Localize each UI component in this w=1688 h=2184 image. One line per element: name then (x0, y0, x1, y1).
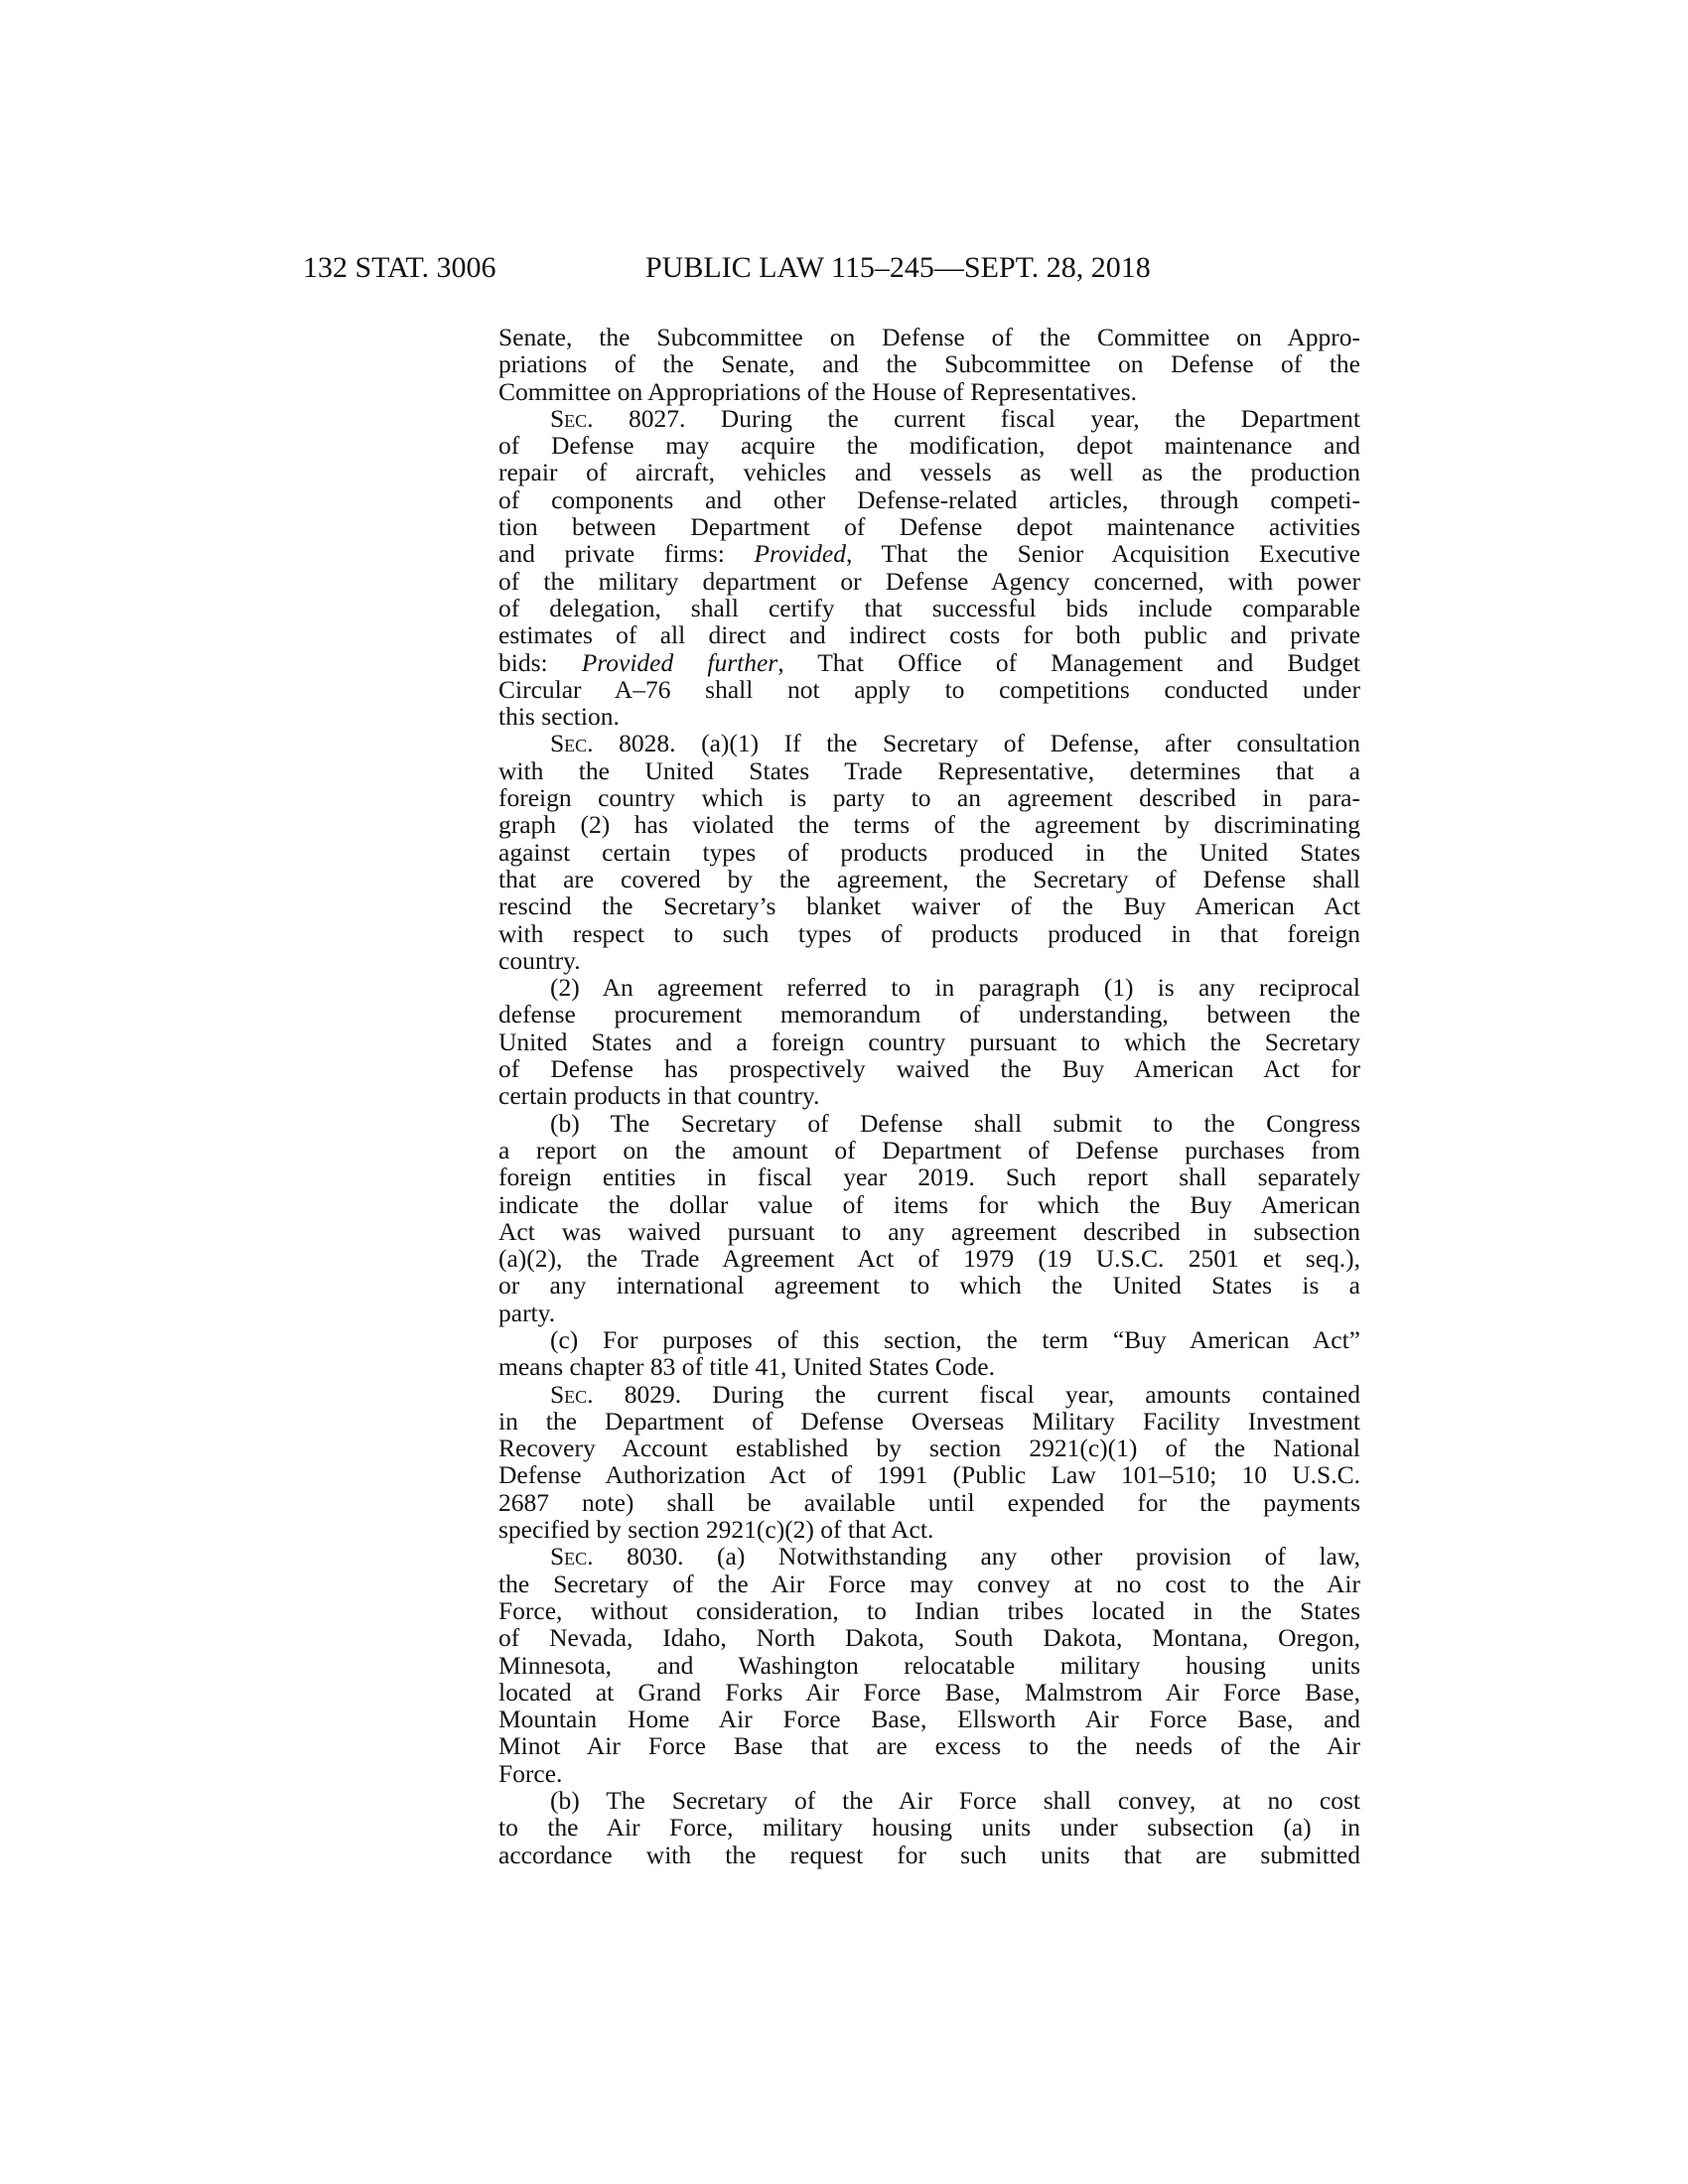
text-segment: to the Air Force, military housing units under subsection (a) in (498, 1813, 1360, 1843)
text-segment: Minnesota, and Washington relocatable military housing units (498, 1650, 1360, 1680)
text-line (498, 405, 1360, 432)
text-line (498, 1516, 1360, 1543)
text-segment: repair of aircraft, vehicles and vessels as well as the production (498, 458, 1360, 487)
text-line (498, 1326, 1360, 1353)
text-segment: of components and other Defense-related articles, through competi- (498, 484, 1360, 514)
text-line (498, 1191, 1360, 1218)
text-segment: of Nevada, Idaho, North Dakota, South Dakota, Montana, Oregon, (498, 1623, 1360, 1653)
text-line (498, 1461, 1360, 1488)
text-line (498, 730, 1360, 756)
text-line (498, 1110, 1360, 1137)
text-segment: or any international agreement to which the United States is a (498, 1271, 1360, 1300)
text-line (498, 784, 1360, 811)
text-segment: 8030. (a) Notwithstanding any other provision of law, (593, 1542, 1360, 1571)
text-segment: 8028. (a)(1) If the Secretary of Defense, after consultation (593, 729, 1360, 758)
text-line (498, 1570, 1360, 1597)
text-segment: , That the Senior Acquisition Executive (845, 539, 1360, 569)
text-segment: 2687 note) shall be available until expended for the payments (498, 1487, 1360, 1517)
text-line (498, 1652, 1360, 1679)
text-line (498, 1434, 1360, 1461)
text-segment: rescind the Secretary’s blanket waiver of the Buy American Act (498, 891, 1360, 921)
text-line (498, 1055, 1360, 1082)
text-segment: Senate, the Subcommittee on Defense of the Committee on Appro- (498, 323, 1360, 351)
text-line (498, 1218, 1360, 1245)
text-segment: party. (498, 1297, 556, 1327)
text-line (498, 459, 1360, 485)
text-segment: Recovery Account established by section 2921(c)(1) of the National (498, 1433, 1360, 1463)
text-line (498, 649, 1360, 676)
page-header (303, 248, 1326, 288)
text-line (498, 1137, 1360, 1163)
text-segment: (a)(2), the Trade Agreement Act of 1979 (19 U.S.C. 2501 et seq.), (498, 1244, 1360, 1274)
text-line (498, 1028, 1360, 1055)
text-segment: bids: (498, 647, 582, 677)
text-segment: 8027. During the current fiscal year, the Department (593, 403, 1360, 433)
text-line (498, 621, 1360, 648)
section-label: Sec. (550, 729, 594, 758)
text-segment: 8029. During the current fiscal year, amounts contained (593, 1379, 1360, 1409)
section-label: Sec. (550, 403, 594, 433)
text-segment: tion between Department of Defense depot maintenance activities (498, 512, 1360, 542)
text-line (498, 866, 1360, 892)
text-segment: of the military department or Defense Agency concerned, with power (498, 566, 1360, 596)
text-segment: Force, without consideration, to Indian tribes located in the States (498, 1595, 1360, 1625)
text-line (498, 892, 1360, 919)
text-line (498, 1624, 1360, 1651)
text-line (498, 757, 1360, 784)
text-segment: against certain types of products produced in the United States (498, 837, 1360, 867)
text-line (498, 1842, 1360, 1868)
text-line (498, 595, 1360, 621)
text-segment: with the United States Trade Representative, determines that a (498, 755, 1360, 785)
text-segment: of Defense has prospectively waived the Buy American Act for (498, 1054, 1360, 1084)
text-segment: graph (2) has violated the terms of the agreement by discriminating (498, 810, 1360, 840)
text-line (498, 1299, 1360, 1326)
text-line (498, 1353, 1360, 1380)
text-line (498, 350, 1360, 377)
text-line (498, 1732, 1360, 1759)
text-line (498, 1082, 1360, 1109)
text-segment: country. (498, 945, 581, 975)
text-line (498, 1543, 1360, 1570)
text-segment: of Defense may acquire the modification, depot maintenance and (498, 431, 1360, 461)
text-segment: and private firms: (498, 539, 755, 569)
text-segment: Force. (498, 1758, 563, 1788)
text-line (498, 839, 1360, 866)
italic-proviso: Provided (754, 539, 846, 569)
text-segment: of delegation, shall certify that successful bids include comparable (498, 593, 1360, 622)
text-segment: certain products in that country. (498, 1081, 820, 1111)
statute-body-text (498, 324, 1360, 1868)
text-segment: this section. (498, 702, 620, 732)
text-segment: a report on the amount of Department of Defense purchases from (498, 1135, 1360, 1164)
statute-page-reference: 132 STAT. 3006 (303, 251, 496, 284)
text-line (498, 1245, 1360, 1272)
text-line (498, 703, 1360, 730)
text-segment: (c) For purposes of this section, the term “Buy American Act” (550, 1324, 1360, 1354)
text-line (498, 568, 1360, 595)
text-line (498, 432, 1360, 459)
text-segment: with respect to such types of products produced in that foreign (498, 918, 1360, 948)
text-segment: United States and a foreign country pursuant to which the Secretary (498, 1026, 1360, 1056)
text-line (498, 1760, 1360, 1787)
text-segment: Committee on Appropriations of the House of Representatives. (498, 376, 1138, 406)
text-segment: foreign entities in fiscal year 2019. Such report shall separately (498, 1162, 1360, 1192)
public-law-title: PUBLIC LAW 115–245—SEPT. 28, 2018 (645, 251, 1151, 284)
text-line (498, 947, 1360, 974)
text-line (498, 1706, 1360, 1732)
text-line (498, 540, 1360, 567)
text-line (498, 1381, 1360, 1408)
text-line (498, 513, 1360, 540)
text-line (498, 1597, 1360, 1624)
text-segment: (b) The Secretary of Defense shall submit to the Congress (550, 1108, 1360, 1138)
text-segment: indicate the dollar value of items for which the Buy American (498, 1189, 1360, 1219)
text-segment: that are covered by the agreement, the Secretary of Defense shall (498, 864, 1360, 893)
text-segment: specified by section 2921(c)(2) of that Act. (498, 1515, 934, 1545)
text-segment: estimates of all direct and indirect costs for both public and private (498, 620, 1360, 650)
text-segment: Act was waived pursuant to any agreement described in subsection (498, 1216, 1360, 1246)
text-segment: Defense Authorization Act of 1991 (Public Law 101–510; 10 U.S.C. (498, 1460, 1360, 1490)
text-segment: means chapter 83 of title 41, United States Code. (498, 1352, 995, 1382)
text-line (498, 378, 1360, 405)
text-line (498, 1679, 1360, 1706)
text-line (498, 486, 1360, 513)
text-line (498, 1163, 1360, 1190)
text-line (498, 1272, 1360, 1298)
text-line (498, 324, 1360, 350)
text-line (498, 676, 1360, 703)
text-line (498, 1001, 1360, 1027)
text-segment: defense procurement memorandum of understanding, between the (498, 1000, 1360, 1029)
text-segment: foreign country which is party to an agreement described in para- (498, 783, 1360, 813)
text-line (498, 1489, 1360, 1516)
italic-proviso: Provided further (581, 647, 778, 677)
text-line (498, 1408, 1360, 1434)
text-line (498, 811, 1360, 838)
text-segment: located at Grand Forks Air Force Base, Malmstrom Air Force Base, (498, 1677, 1360, 1706)
text-segment: Minot Air Force Base that are excess to the needs of the Air (498, 1731, 1360, 1761)
section-label: Sec. (550, 1379, 594, 1409)
text-segment: (2) An agreement referred to in paragraph (1) is any reciprocal (550, 973, 1360, 1003)
text-line (498, 920, 1360, 947)
text-segment: the Secretary of the Air Force may convey at no cost to the Air (498, 1569, 1360, 1598)
section-label: Sec. (550, 1542, 594, 1571)
text-segment: Circular A–76 shall not apply to competitions conducted under (498, 674, 1360, 704)
text-line (498, 1814, 1360, 1841)
text-line (498, 974, 1360, 1001)
text-segment: accordance with the request for such units that are submitted (498, 1840, 1360, 1869)
text-segment: , That Office of Management and Budget (777, 647, 1361, 677)
text-segment: Mountain Home Air Force Base, Ellsworth Air Force Base, and (498, 1705, 1360, 1734)
text-segment: in the Department of Defense Overseas Military Facility Investment (498, 1406, 1360, 1435)
text-segment: (b) The Secretary of the Air Force shall convey, at no cost (550, 1786, 1360, 1816)
text-line (498, 1787, 1360, 1814)
text-segment: priations of the Senate, and the Subcommittee on Defense of the (498, 349, 1360, 379)
